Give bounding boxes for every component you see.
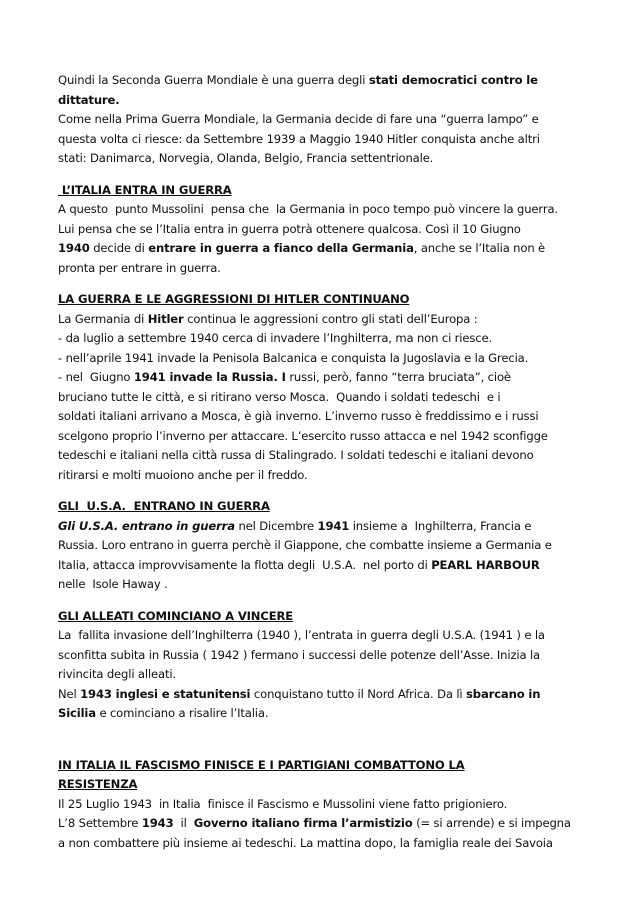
intro-line-2 [58,91,580,111]
bold-run: stati democratici contro le [368,73,538,87]
text-run: continua le aggressioni contro gli stati dell’Europa : [183,311,478,326]
text-run: e cominciano a risalire l’Italia. [95,706,269,720]
fascismo-line-1: Il 25 Luglio 1943 in Italia finisce il Fascismo e Mussolini viene fatto prigioniero. [58,796,508,811]
section-title-run: RESISTENZA [58,777,138,791]
italia-line-4: pronta per entrare in guerra. [58,260,221,275]
aggressioni-line-1 [58,310,580,330]
bold-italic-run: Gli U.S.A. entrano in guerra [58,518,235,533]
usa-line-1 [58,517,580,537]
aggressioni-section [58,290,580,485]
bold-run: Sicilia [58,706,96,720]
italia-section-title: L’ITALIA ENTRA IN GUERRA [58,182,232,197]
usa-line-3 [58,556,580,576]
alleati-line-1: La fallita invasione dell’Inghilterra (1940 ), l’entrata in guerra degli U.S.A. (1941 ) e la [58,628,545,642]
text-run: insieme a Inghilterra, Francia e [349,518,532,533]
aggressioni-line-4 [58,368,580,388]
bold-run: Governo italiano firma l’armistizio [193,816,413,830]
text-run: conquistano tutto il Nord Africa. Da lì [250,686,467,701]
aggressioni-line-2: - da luglio a settembre 1940 cerca di invadere l’Inghilterra, ma non ci riesce. [58,331,492,345]
italia-line-3 [58,239,580,259]
fascismo-section-title-line-2 [58,775,580,795]
alleati-line-4 [58,685,580,705]
usa-line-4: nelle Isole Haway . [58,577,168,591]
usa-section-title: GLI U.S.A. ENTRANO IN GUERRA [58,499,270,513]
aggressioni-line-6: soldati italiani arrivano a Mosca, è già inverno. L’inverno russo è freddissimo e i russi [58,409,539,423]
text-run: , anche se l’Italia non è [413,241,546,255]
fascismo-section [58,756,580,854]
aggressioni-line-3: - nell’aprile 1941 invade la Penisola Balcanica e conquista la Jugoslavia e la Grecia. [58,350,529,365]
text-run: Quindi la Seconda Guerra Mondiale è una guerra degli [58,73,369,87]
intro-line-3: Come nella Prima Guerra Mondiale, la Germania decide di fare una “guerra lampo” e [58,112,539,126]
alleati-line-3: rivincita degli alleati. [58,667,176,681]
text-run: - nel Giugno [58,370,134,384]
italia-line-1: A questo punto Mussolini pensa che la Germania in poco tempo può vincere la guerra. [58,202,558,216]
alleati-line-5 [58,704,580,724]
bold-run: 1941 invade la Russia. I [133,370,286,384]
text-run: russi, però, fanno “terra bruciata”, cioè [285,370,511,384]
document-page [58,71,580,853]
bold-run: dittature. [58,92,120,107]
text-run: (= si arrende) e si impegna [412,816,571,830]
fascismo-line-2 [58,814,580,834]
alleati-section [58,607,580,724]
text-run: Italia, attacca improvvisamente la flotta degli U.S.A. nel porto di [58,557,432,572]
alleati-section-title: GLI ALLEATI COMINCIANO A VINCERE [58,608,294,623]
text-run: La Germania di [58,311,148,326]
aggressioni-line-5: bruciano tutte le città, e si ritirano verso Mosca. Quando i soldati tedeschi e i [58,389,501,404]
text-run: decide di [89,241,149,255]
bold-run: 1943 [141,816,174,830]
aggressioni-line-8: tedeschi e italiani nella città russa di Stalingrado. I soldati tedeschi e italiani devono [58,448,534,462]
bold-run: Hitler [147,311,184,326]
aggressioni-line-7: scelgono proprio l’inverno per attaccare. L’esercito russo attacca e nel 1942 sconfigge [58,428,548,443]
fascismo-section-title-line-1 [58,756,580,776]
intro-line-5: stati: Danimarca, Norvegia, Olanda, Belgio, Francia settentrionale. [58,151,434,165]
text-run: nel Dicembre [234,518,318,533]
bold-run: entrare in guerra a fianco della Germania [148,241,414,255]
text-run: L’8 Settembre [58,816,142,830]
aggressioni-section-title: LA GUERRA E LE AGGRESSIONI DI HITLER CONTINUANO [58,292,410,306]
bold-run: PEARL HARBOUR [431,557,540,572]
italia-line-2: Lui pensa che se l’Italia entra in guerra potrà ottenere qualcosa. Così il 10 Giugno [58,221,521,236]
intro-line-4: questa volta ci riesce: da Settembre 1939 a Maggio 1940 Hitler conquista anche altri [58,131,540,146]
intro-paragraph [58,71,580,169]
alleati-line-2: sconfitta subita in Russia ( 1942 ) fermano i successi delle potenze dell’Asse. Inizia la [58,647,540,662]
fascismo-line-3: a non combattere più insieme ai tedeschi. La mattina dopo, la famiglia reale dei Savoia [58,835,553,850]
usa-line-2: Russia. Loro entrano in guerra perchè il Giappone, che combatte insieme a Germania e [58,538,552,552]
usa-section [58,497,580,595]
bold-run: sbarcano in [466,686,541,701]
text-run: Nel [58,686,81,701]
intro-line-1 [58,71,580,91]
aggressioni-line-9: ritirarsi e molti muoiono anche per il freddo. [58,467,308,482]
section-title-run: IN ITALIA IL FASCISMO FINISCE E I PARTIGIANI COMBATTONO LA [58,757,465,772]
bold-run: 1940 [58,241,90,255]
italia-section [58,181,580,279]
text-run: il [173,816,194,830]
bold-run: 1943 inglesi e statunitensi [80,686,251,701]
bold-run: 1941 [317,518,350,533]
